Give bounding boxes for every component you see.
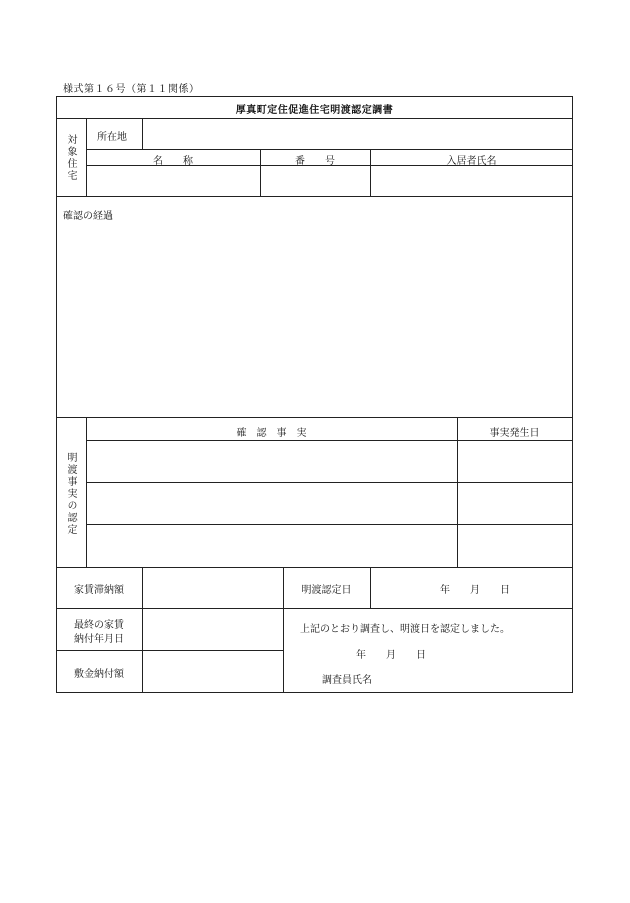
- facts-header-divider: [86, 440, 573, 441]
- frame-top: [56, 96, 573, 97]
- housing-bottom: [56, 196, 573, 197]
- facts-row-2: [86, 524, 573, 525]
- certification-text: 上記のとおり調査し、明渡日を認定しました。: [300, 624, 510, 635]
- column-name-header: 名 称: [153, 156, 193, 167]
- form-title: 厚真町定住促進住宅明渡認定調書: [235, 105, 394, 116]
- last-rent-label-line2: 納付年月日: [74, 634, 124, 645]
- history-bottom: [56, 417, 573, 418]
- address-label-divider: [142, 118, 143, 150]
- facts-row-1: [86, 482, 573, 483]
- confirmation-history-field[interactable]: [60, 222, 568, 412]
- investigator-label: 調査員氏名: [322, 675, 372, 686]
- target-housing-label: 対象住宅: [65, 134, 76, 182]
- form-number-label: 様式第１６号（第１１関係）: [63, 84, 200, 95]
- vacate-date-label: 明渡認定日: [301, 585, 352, 596]
- frame-bottom: [56, 692, 573, 693]
- last-rent-bottom: [56, 650, 284, 651]
- confirmation-history-label: 確認の経過: [63, 211, 113, 222]
- rent-arrears-label: 家賃滞納額: [74, 585, 124, 596]
- last-rent-label-line1: 最終の家賃: [74, 620, 124, 631]
- resident-field[interactable]: [374, 169, 569, 193]
- lower-label-divider: [142, 567, 143, 693]
- vacate-facts-label: 明渡事実の認定: [65, 452, 76, 536]
- address-divider: [86, 149, 573, 150]
- column-number-header: 番 号: [295, 156, 335, 167]
- arrears-bottom: [56, 608, 573, 609]
- facts-side-divider: [86, 417, 87, 568]
- frame-left: [56, 96, 57, 693]
- title-divider: [56, 118, 573, 119]
- number-field[interactable]: [264, 169, 366, 193]
- date-column-header: 事実発生日: [489, 428, 540, 439]
- column-resident-header: 入居者氏名: [446, 156, 497, 167]
- certification-date: 年 月 日: [356, 650, 426, 661]
- vacate-date-value: 年 月 日: [440, 585, 510, 596]
- deposit-label: 敷金納付額: [74, 669, 124, 680]
- address-label: 所在地: [97, 132, 127, 143]
- fact-column-header: 確 認 事 実: [236, 428, 307, 439]
- facts-date-divider: [457, 417, 458, 568]
- vacate-date-divider: [370, 567, 371, 609]
- address-field[interactable]: [148, 124, 568, 144]
- frame-right: [572, 96, 573, 693]
- facts-bottom: [56, 567, 573, 568]
- name-field[interactable]: [90, 169, 256, 193]
